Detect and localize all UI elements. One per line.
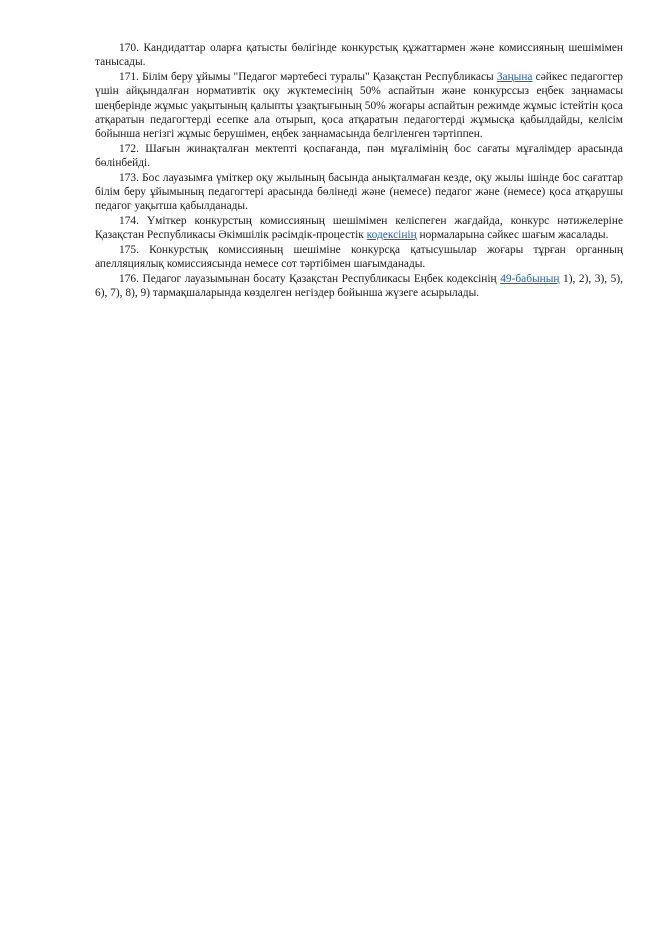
paragraph-text: 174. Үміткер конкурстың комиссияның шешімімен келіспеген жағдайда, конкурс нәтижелеріне Қазақстан Республикасы Әкімшілік рәсімдік-процестік	[95, 214, 623, 242]
paragraph-text: 1), 2), 3), 5), 6), 7), 8), 9) тармақшаларында көзделген негіздер бойынша жүзеге асырылады.	[95, 272, 623, 299]
paragraph-text: нормаларына сәйкес шағым жасалады.	[416, 229, 609, 242]
paragraph-text: 172. Шағын жинақталған мектепті қоспағанда, пән мұғалімінің бос сағаты мұғалімдер арасында бөлінбейді.	[95, 142, 623, 170]
paragraph-text: 170. Кандидаттар оларға қатысты бөлігінде конкурстық құжаттармен және комиссияның шешімімен танысады.	[95, 42, 623, 69]
paragraph-text: 173. Бос лауазымға үміткер оқу жылының басында анықталмаған кезде, оқу жылы ішінде бос сағаттар білім беру ұйымының педагогтері арасында бөлінеді және (немесе) педагог және (немесе) қоса атқарушы педагог уақытша қабылданады.	[95, 171, 623, 213]
paragraph-text: сәйкес педагогтер үшін айқындалған нормативтік оқу жүктемесінің 50% аспайтын және конкурссыз еңбек заңнамасы шеңберінде жұмыс уақытының қалыпты ұзақтығының 50% жоғары аспайтын режимде жұмыс істейтін қоса атқаратын педагогтерді есепке ала отырып, қоса атқаратын педагогтерді жұмысқа қабылдайды, келісім бойынша негізгі жұмыс берушімен, еңбек заңнамасында белгіленген тәртіппен.	[95, 70, 623, 141]
paragraph-171	[95, 70, 623, 142]
paragraph-175	[95, 243, 623, 272]
paragraph-170	[95, 41, 623, 70]
paragraph-text: 176. Педагог лауазымынан босату Қазақстан Республикасы Еңбек кодексінің	[119, 272, 501, 285]
document-body	[95, 41, 623, 300]
paragraph-172	[95, 142, 623, 171]
paragraph-173	[95, 171, 623, 214]
law-link[interactable]: Заңына	[496, 70, 533, 83]
paragraph-174	[95, 214, 623, 243]
code-link[interactable]: кодексінің	[366, 229, 417, 242]
article-link[interactable]: 49-бабының	[500, 272, 560, 285]
paragraph-text: 171. Білім беру ұйымы "Педагог мәртебесі туралы" Қазақстан Республикасы	[119, 70, 497, 83]
paragraph-176	[95, 272, 623, 301]
paragraph-text: 175. Конкурстық комиссияның шешіміне конкурсқа қатысушылар жоғары тұрған органның апелляциялық комиссиясында немесе сот тәртібімен шағымданады.	[95, 243, 623, 271]
